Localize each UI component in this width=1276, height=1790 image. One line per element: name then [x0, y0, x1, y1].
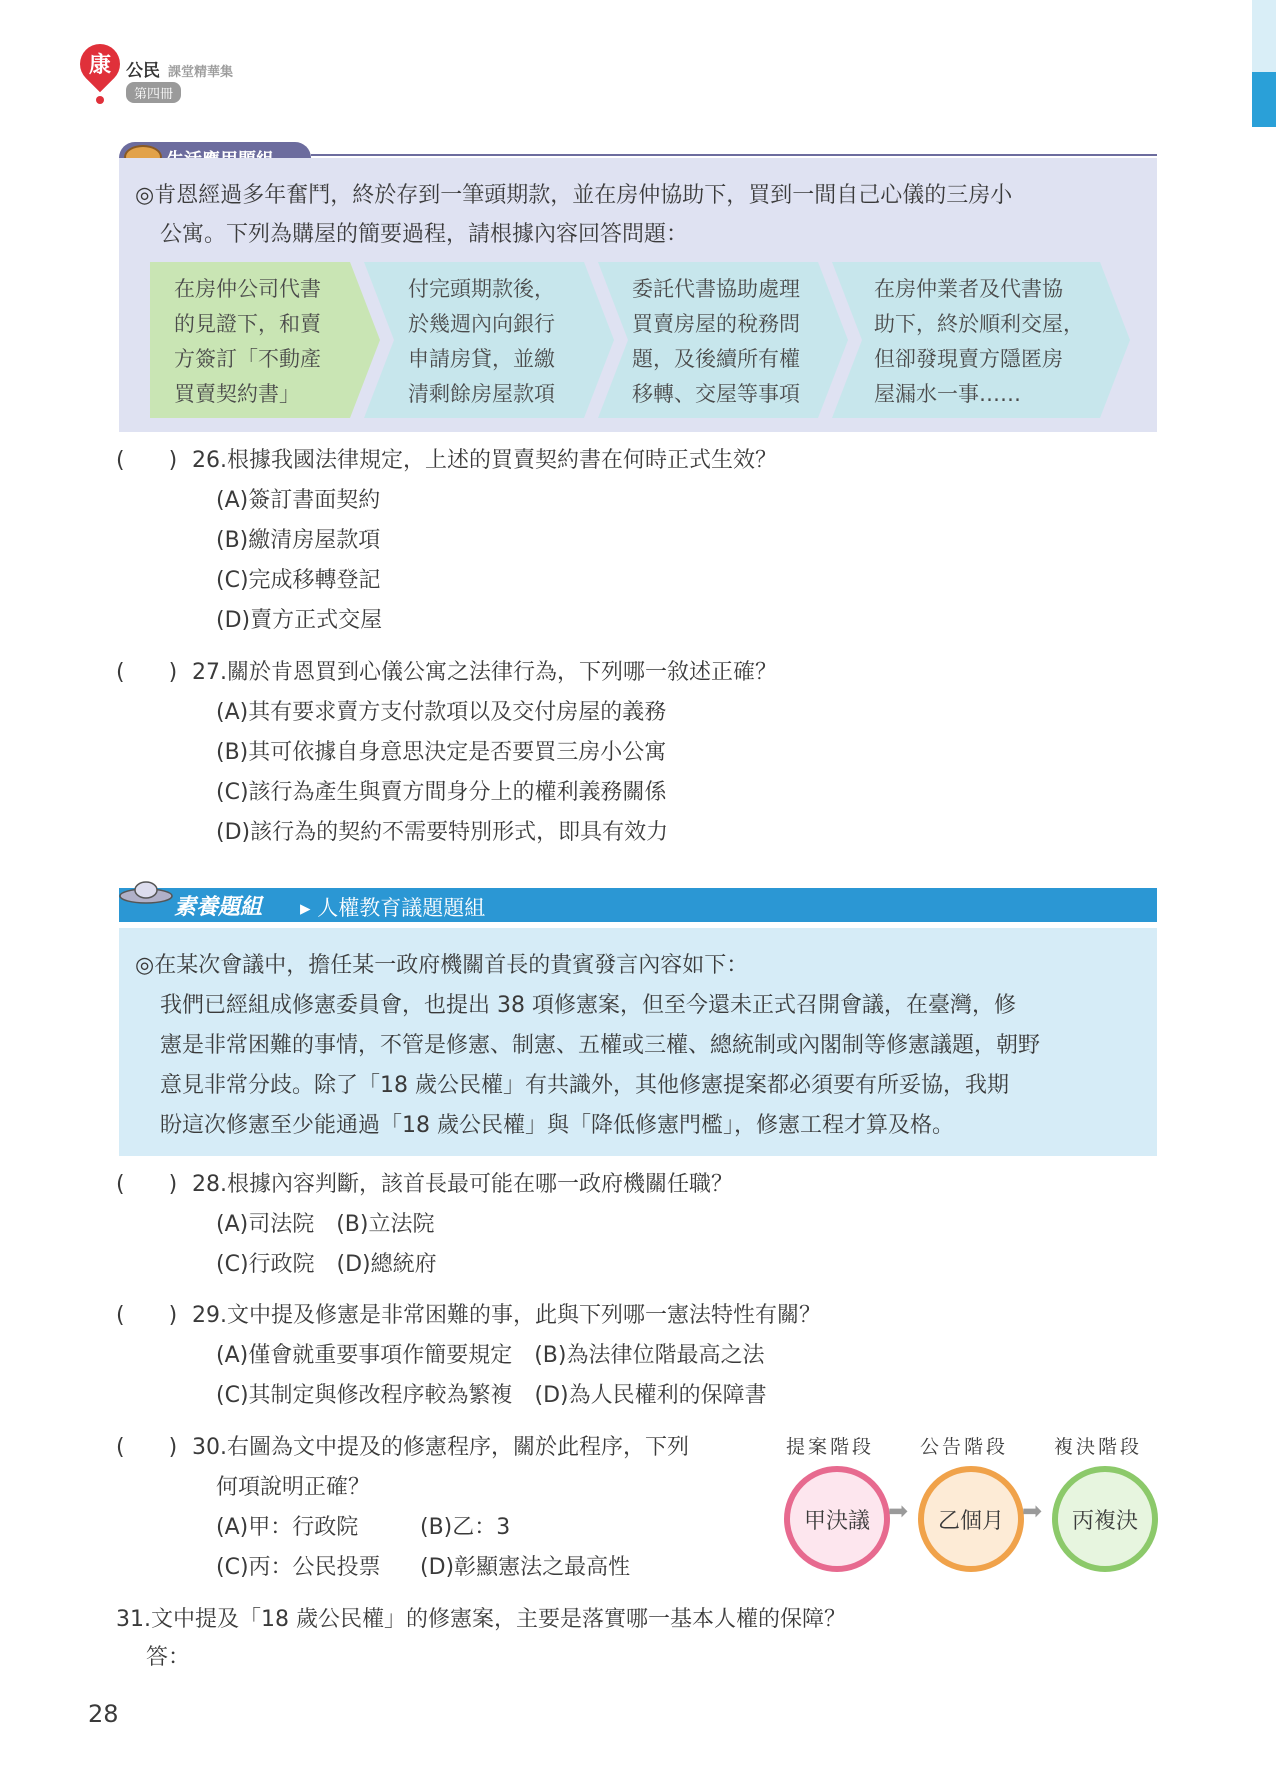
- question-31-text: 31.文中提及「18 歲公民權」的修憲案，主要是落實哪一基本人權的保障？: [116, 1607, 846, 1632]
- question-29-text: 29.文中提及修憲是非常困難的事，此與下列哪一憲法特性有關？: [192, 1303, 821, 1328]
- ufo-icon: [118, 878, 174, 904]
- volume-badge: 第四冊: [126, 82, 181, 103]
- stage-label-proposal: 提案階段: [786, 1436, 875, 1458]
- side-tab-marker: [1252, 72, 1276, 127]
- q28-options-line1: (A)司法院 (B)立法院: [216, 1212, 435, 1237]
- section2-header-bar: [119, 888, 1157, 922]
- section1-intro-line2: 公寓。下列為購屋的簡要過程，請根據內容回答問題：: [160, 222, 689, 247]
- arrow-right-icon: ➡: [888, 1497, 909, 1525]
- q26-option-d: (D)賣方正式交屋: [216, 608, 383, 633]
- question-28-text: 28.根據內容判斷，該首長最可能在哪一政府機關任職？: [192, 1172, 733, 1197]
- section2-body-line1: 我們已經組成修憲委員會，也提出 38 項修憲案，但至今還未正式召開會議，在臺灣，修: [160, 993, 1016, 1018]
- section2-body-line2: 憲是非常困難的事情，不管是修憲、制憲、五權或三權、總統制或內閣制等修憲議題，朝野: [160, 1033, 1041, 1058]
- section1-divider: [311, 154, 1157, 156]
- q30-option-b: (B)乙：3: [420, 1515, 511, 1540]
- section1-intro-line1: ◎肯恩經過多年奮鬥，終於存到一筆頭期款，並在房仲協助下，買到一間自己心儀的三房小: [135, 183, 1013, 208]
- step-2-text: 付完頭期款後， 於幾週內向銀行 申請房貸，並繳 清剩餘房屋款項: [408, 277, 555, 406]
- question-26-text: 26.根據我國法律規定，上述的買賣契約書在何時正式生效？: [192, 448, 777, 473]
- stage-label-announcement: 公告階段: [920, 1436, 1009, 1458]
- subject-title: 公民: [126, 61, 160, 81]
- step-4-text: 在房仲業者及代書協 助下，終於順利交屋， 但卻發現賣方隱匿房 屋漏水一事……: [874, 277, 1084, 406]
- question-27-text: 27.關於肯恩買到心儀公寓之法律行為，下列哪一敘述正確？: [192, 660, 777, 685]
- series-title: 課堂精華集: [168, 65, 234, 80]
- section2-body-line3: 意見非常分歧。除了「18 歲公民權」有共識外，其他修憲提案都必須要有所妥協，我期: [160, 1073, 1009, 1098]
- section2-subtitle: ▸ 人權教育議題題組: [300, 896, 486, 920]
- stage-circle-a: 甲決議: [784, 1466, 890, 1572]
- q29-options-line2: (C)其制定與修改程序較為繁複 (D)為人民權利的保障書: [216, 1383, 767, 1408]
- q27-option-c: (C)該行為產生與賣方間身分上的權利義務關係: [216, 780, 667, 805]
- q26-option-a: (A)簽訂書面契約: [216, 488, 381, 513]
- answer-blank[interactable]: ( ): [116, 1435, 178, 1460]
- q27-option-a: (A)其有要求賣方支付款項以及交付房屋的義務: [216, 700, 667, 725]
- arrow-right-icon: ➡: [1022, 1497, 1043, 1525]
- answer-label: 答：: [146, 1645, 191, 1670]
- q26-option-b: (B)繳清房屋款項: [216, 528, 381, 553]
- q29-options-line1: (A)僅會就重要事項作簡要規定 (B)為法律位階最高之法: [216, 1343, 765, 1368]
- answer-blank[interactable]: ( ): [116, 448, 178, 473]
- section2-title: 素養題組: [174, 895, 263, 920]
- answer-blank[interactable]: ( ): [116, 1172, 178, 1197]
- step-3-text: 委託代書協助處理 買賣房屋的稅務問 題，及後續所有權 移轉、交屋等事項: [632, 277, 800, 406]
- section2-intro: ◎在某次會議中，擔任某一政府機關首長的貴賓發言內容如下：: [135, 953, 749, 978]
- q27-option-d: (D)該行為的契約不需要特別形式，即具有效力: [216, 820, 669, 845]
- stage-circle-b: 乙個月: [918, 1466, 1024, 1572]
- question-30-text-line2: 何項說明正確？: [216, 1475, 371, 1500]
- question-30-text-line1: 30.右圖為文中提及的修憲程序，關於此程序，下列: [192, 1435, 689, 1460]
- q27-option-b: (B)其可依據自身意思決定是否要買三房小公寓: [216, 740, 667, 765]
- page-number: 28: [88, 1700, 119, 1728]
- answer-blank[interactable]: ( ): [116, 660, 178, 685]
- stage-label-referendum: 複決階段: [1054, 1436, 1143, 1458]
- section2-body-line4: 盼這次修憲至少能通過「18 歲公民權」與「降低修憲門檻」，修憲工程才算及格。: [160, 1113, 954, 1138]
- q30-option-d: (D)彰顯憲法之最高性: [420, 1555, 631, 1580]
- logo-character: 康: [88, 53, 111, 78]
- q28-options-line2: (C)行政院 (D)總統府: [216, 1252, 437, 1277]
- q30-option-a: (A)甲：行政院: [216, 1515, 359, 1540]
- answer-blank[interactable]: ( ): [116, 1303, 178, 1328]
- step-1-text: 在房仲公司代書 的見證下，和賣 方簽訂「不動產 買賣契約書」: [174, 277, 321, 406]
- stage-circle-c: 丙複決: [1052, 1466, 1158, 1572]
- q30-option-c: (C)丙：公民投票: [216, 1555, 381, 1580]
- logo-dot-icon: [96, 96, 104, 104]
- q26-option-c: (C)完成移轉登記: [216, 568, 381, 593]
